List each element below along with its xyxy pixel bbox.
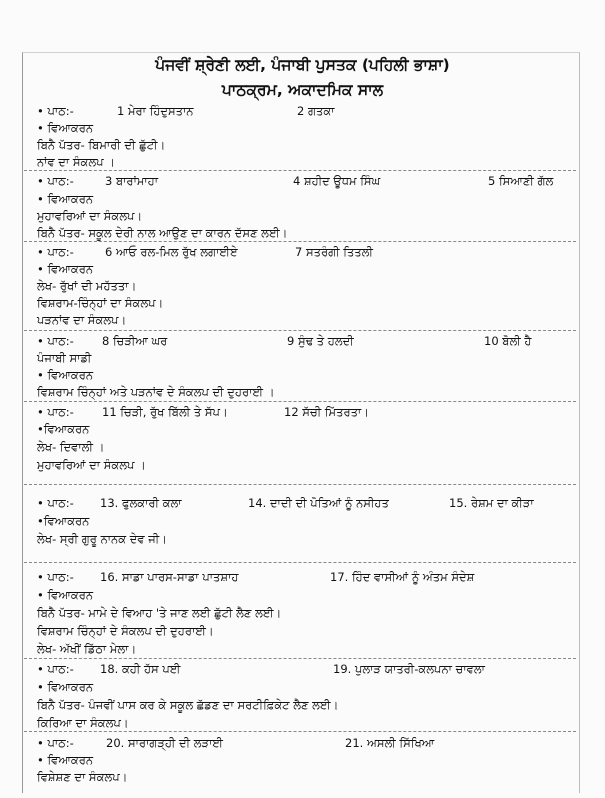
section-3-lesson-2: 7 ਸਤਰੰਗੀ ਤਿਤਲੀ	[295, 245, 373, 259]
section-divider	[24, 484, 576, 485]
section-2-item-2: ਬਿਨੈ ਪੱਤਰ- ਸਕੂਲ ਦੇਰੀ ਨਾਲ ਆਉਣ ਦਾ ਕਾਰਨ ਦੱਸਣ ਲਈ।	[37, 226, 288, 240]
section-6-grammar-label: •ਵਿਆਕਰਨ	[37, 514, 90, 528]
section-6-path-label: • ਪਾਠ:-	[37, 496, 74, 510]
section-4-lesson-1: 8 ਚਿੜੀਆ ਘਰ	[102, 334, 168, 348]
section-5-lesson-1: 11 ਚਿੜੀ, ਰੁੱਖ ਬਿੱਲੀ ਤੇ ਸੱਪ।	[102, 405, 228, 419]
section-1-item-1: ਬਿਨੈ ਪੱਤਰ- ਬਿਮਾਰੀ ਦੀ ਛੁੱਟੀ।	[37, 138, 166, 152]
section-3-item-1: ਲੇਖ- ਰੁੱਖਾਂ ਦੀ ਮਹੱਤਤਾ।	[37, 279, 137, 293]
section-7-lesson-2: 17. ਹਿੰਦ ਵਾਸੀਆਂ ਨੂੰ ਅੰਤਮ ਸੰਦੇਸ਼	[330, 570, 475, 584]
section-divider	[24, 658, 576, 659]
section-divider	[24, 731, 576, 732]
section-8-path-label: • ਪਾਠ:-	[37, 662, 74, 676]
section-9-item-1: ਵਿਸ਼ੇਸ਼ਣ ਦਾ ਸੰਕਲਪ।	[37, 770, 128, 784]
section-divider	[24, 170, 576, 171]
section-1-item-2: ਨਾਂਵ ਦਾ ਸੰਕਲਪ ।	[37, 155, 115, 169]
section-divider	[24, 401, 576, 402]
section-divider	[24, 330, 576, 331]
section-5-grammar-label: •ਵਿਆਕਰਨ	[37, 422, 90, 436]
section-4-item-1: ਵਿਸ਼ਰਾਮ ਚਿੰਨ੍ਹਾਂ ਅਤੇ ਪੜਨਾਂਵ ਦੇ ਸੰਕਲਪ ਦੀ ਦੁਹਰਾਈ ।	[37, 385, 275, 399]
section-3-item-3: ਪੜਨਾਂਵ ਦਾ ਸੰਕਲਪ।	[37, 313, 127, 327]
section-9-grammar-label: • ਵਿਆਕਰਨ	[37, 753, 94, 767]
section-9-path-label: • ਪਾਠ:-	[37, 736, 74, 750]
section-8-lesson-1: 18. ਕਹੀ ਹੱਸ ਪਈ	[100, 662, 181, 676]
section-2-lesson-3: 5 ਸਿਆਣੀ ਗੱਲ	[488, 174, 554, 188]
section-3-path-label: • ਪਾਠ:-	[37, 245, 74, 259]
section-1-lesson-1: 1 ਮੇਰਾ ਹਿੰਦੁਸਤਾਨ	[117, 104, 194, 118]
section-2-grammar-label: • ਵਿਆਕਰਨ	[37, 192, 94, 206]
section-8-grammar-label: • ਵਿਆਕਰਨ	[37, 680, 94, 694]
section-3-lesson-1: 6 ਆਓ ਰਲ-ਮਿਲ ਰੁੱਖ ਲਗਾਈਏ	[105, 245, 238, 259]
section-4-path-label: • ਪਾਠ:-	[37, 334, 74, 348]
section-9-lesson-2: 21. ਅਸਲੀ ਸਿੱਖਿਆ	[345, 736, 435, 750]
section-4-continuation: ਪੰਜਾਬੀ ਸਾਡੀ	[37, 351, 92, 365]
section-8-item-1: ਬਿਨੈ ਪੱਤਰ- ਪੰਜਵੀਂ ਪਾਸ ਕਰ ਕੇ ਸਕੂਲ ਛੱਡਣ ਦਾ ਸਰਟੀਫ਼ਿਕੇਟ ਲੈਣ ਲਈ।	[37, 698, 339, 712]
section-7-grammar-label: • ਵਿਆਕਰਨ	[37, 588, 94, 602]
section-7-item-3: ਲੇਖ- ਅੱਖੀਂ ਡਿੱਠਾ ਮੇਲਾ।	[37, 642, 137, 656]
section-7-path-label: • ਪਾਠ:-	[37, 570, 74, 584]
section-5-lesson-2: 12 ਸੱਚੀ ਮਿੱਤਰਤਾ।	[284, 405, 369, 419]
section-8-lesson-2: 19. ਪੁਲਾੜ ਯਾਤਰੀ-ਕਲਪਨਾ ਚਾਵਲਾ	[333, 662, 485, 676]
section-7-item-1: ਬਿਨੈ ਪੱਤਰ- ਮਾਮੇ ਦੇ ਵਿਆਹ 'ਤੇ ਜਾਣ ਲਈ ਛੁੱਟੀ ਲੈਣ ਲਈ।	[37, 606, 282, 620]
section-9-lesson-1: 20. ਸਾਰਾਗੜ੍ਹੀ ਦੀ ਲੜਾਈ	[106, 736, 223, 750]
section-4-lesson-2: 9 ਸੁੰਢ ਤੇ ਹਲਦੀ	[287, 334, 354, 348]
section-2-path-label: • ਪਾਠ:-	[37, 174, 74, 188]
section-2-item-1: ਮੁਹਾਵਰਿਆਂ ਦਾ ਸੰਕਲਪ।	[37, 209, 143, 223]
section-2-lesson-1: 3 ਬਾਰਾਂਮਾਹਾ	[105, 174, 159, 188]
section-5-item-2: ਮੁਹਾਵਰਿਆਂ ਦਾ ਸੰਕਲਪ ।	[37, 458, 146, 472]
section-4-grammar-label: • ਵਿਆਕਰਨ	[37, 368, 94, 382]
section-6-lesson-3: 15. ਰੇਸ਼ਮ ਦਾ ਕੀੜਾ	[449, 496, 534, 510]
section-divider	[24, 562, 576, 563]
section-6-lesson-1: 13. ਫੁਲਕਾਰੀ ਕਲਾ	[100, 496, 182, 510]
section-5-path-label: • ਪਾਠ:-	[37, 405, 74, 419]
page-subtitle: ਪਾਠਕ੍ਰਮ, ਅਕਾਦਮਿਕ ਸਾਲ	[221, 81, 384, 99]
section-7-lesson-1: 16. ਸਾਡਾ ਪਾਰਸ-ਸਾਡਾ ਪਾਤਸ਼ਾਹ	[100, 570, 239, 584]
section-7-item-2: ਵਿਸ਼ਰਾਮ ਚਿੰਨ੍ਹਾਂ ਦੇ ਸੰਕਲਪ ਦੀ ਦੁਹਰਾਈ।	[37, 624, 214, 638]
section-6-item-1: ਲੇਖ- ਸ੍ਰੀ ਗੁਰੂ ਨਾਨਕ ਦੇਵ ਜੀ।	[37, 532, 167, 546]
section-1-lesson-2: 2 ਗਤਕਾ	[297, 104, 335, 118]
section-2-lesson-2: 4 ਸ਼ਹੀਦ ਊਧਮ ਸਿੰਘ	[293, 174, 381, 188]
section-3-grammar-label: • ਵਿਆਕਰਨ	[37, 262, 94, 276]
section-6-lesson-2: 14. ਦਾਦੀ ਦੀ ਪੋਤਿਆਂ ਨੂੰ ਨਸੀਹਤ	[248, 496, 389, 510]
section-5-item-1: ਲੇਖ- ਦਿਵਾਲੀ ।	[37, 440, 105, 454]
section-8-item-2: ਕਿਰਿਆ ਦਾ ਸੰਕਲਪ।	[37, 716, 129, 730]
section-4-lesson-3: 10 ਬੋਲੀ ਹੈ	[484, 334, 532, 348]
section-1-grammar-label: • ਵਿਆਕਰਨ	[37, 121, 94, 135]
page-title: ਪੰਜਵੀਂ ਸ਼੍ਰੇਣੀ ਲਈ, ਪੰਜਾਬੀ ਪੁਸਤਕ (ਪਹਿਲੀ ਭਾਸ਼ਾ)	[155, 56, 450, 74]
section-3-item-2: ਵਿਸ਼ਰਾਮ-ਚਿੰਨ੍ਹਾਂ ਦਾ ਸੰਕਲਪ।	[37, 296, 164, 310]
section-divider	[24, 241, 576, 242]
section-1-path-label: • ਪਾਠ:-	[37, 104, 74, 118]
